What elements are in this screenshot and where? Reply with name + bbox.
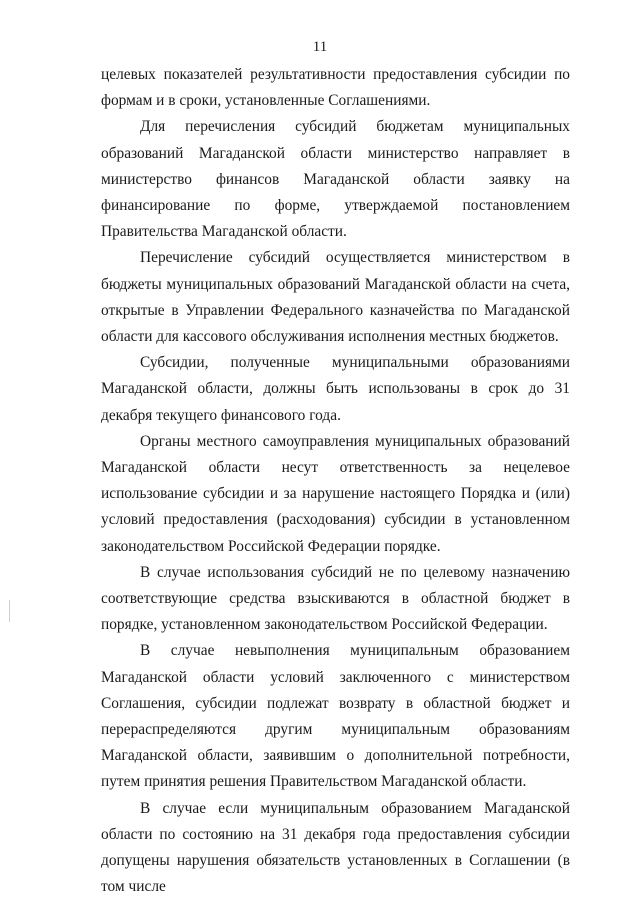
page-number: 11: [312, 39, 328, 55]
paragraph: В случае невыполнения муниципальным образованием Магаданской области условий заключенного с министерством Соглашения, субсидии подлежат возврату в областной бюджет и перераспределяются другим муниципальным образованиям Магаданской области, заявившим о дополнительной потребности, путем принятия решения Правительством Магаданской области.: [101, 642, 570, 791]
document-body: [101, 62, 570, 901]
paragraph: Субсидии, полученные муниципальными образованиями Магаданской области, должны быть использованы в срок до 31 декабря текущего финансового года.: [101, 354, 570, 424]
paragraph: Для перечисления субсидий бюджетам муниципальных образований Магаданской области министерство направляет в министерство финансов Магаданской области заявку на финансирование по форме, утверждаемой постановлением Правительства Магаданской области.: [101, 118, 570, 241]
paragraph: В случае использования субсидий не по целевому назначению соответствующие средства взыскиваются в областной бюджет в порядке, установленном законодательством Российской Федерации.: [101, 563, 570, 634]
paragraph: Органы местного самоуправления муниципальных образований Магаданской области несут ответственность за нецелевое использование субсидии и за нарушение настоящего Порядка и (или) условий предоставления (расходования) субсидии в установленном законодательством Российской Федерации порядке.: [101, 432, 570, 555]
paragraph: Перечисление субсидий осуществляется министерством в бюджеты муниципальных образований Магаданской области на счета, открытые в Управлении Федерального казначейства по Магаданской области для кассового обслуживания исполнения местных бюджетов.: [101, 249, 570, 346]
paragraph-continuation: целевых показателей результативности предоставления субсидии по формам и в сроки, установленные Соглашениями.: [101, 66, 570, 110]
scan-margin-mark: [9, 600, 10, 622]
paragraph-truncated: В случае если муниципальным образованием Магаданской области по состоянию на 31 декабря года предоставления субсидии допущены нарушения обязательств установленных в Соглашении (в том числе: [101, 799, 570, 896]
